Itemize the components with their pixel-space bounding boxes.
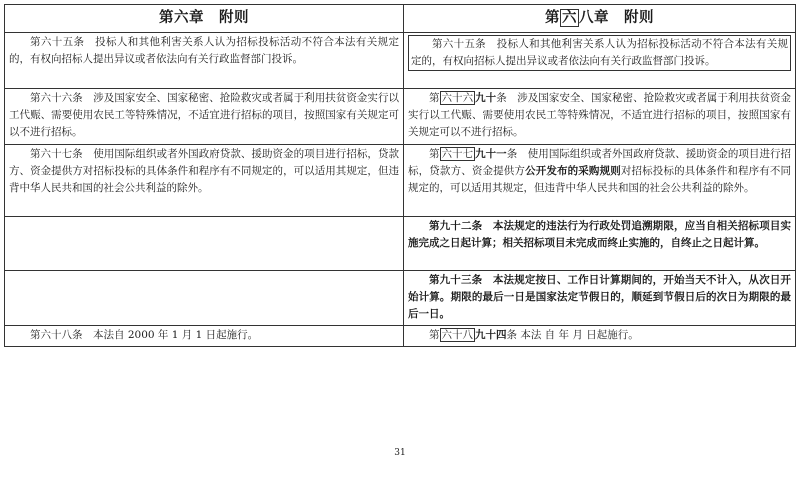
right-article-91-old-number: 六十七 [441,148,474,160]
right-article-94: 第 六十八 九十四条 本法 自 年 月 日起施行。 [404,326,796,347]
table-row [5,217,796,271]
right-heading-box: 六 [562,10,577,26]
right-article-92: 第九十二条 本法规定的违法行为行政处罚追溯期限，应当自相关招标项目实施完成之日起计算；相关招标项目未完成而终止实施的，自终止之日起计算。 [404,217,796,271]
right-article-90-old-number: 六十六 [441,92,474,104]
left-chapter-heading: 第六章 附则 [5,5,404,33]
table-row [5,145,796,217]
table-row [5,271,796,326]
right-article-91: 第 六十七 九十一条 使用国际组织或者外国政府贷款、援助资金的项目进行招标，贷款方、资金提供方公开发布的采购规则对招标投标的具体条件和程序有不同规定的，可以适用其规定，但违背中华人民共和国的社会公共利益的除外。 [404,145,796,217]
right-article-94-text: 条 本法 自 年 月 日起施行。 [506,329,639,341]
right-article-65 [404,33,796,89]
right-article-94-new-number: 九十四 [475,329,507,341]
left-empty-cell [5,271,404,326]
left-empty-cell [5,217,404,271]
right-article-94-old-number: 六十八 [441,329,473,341]
left-article-68: 第六十八条 本法自 2000 年 1 月 1 日起施行。 [5,326,404,347]
table-row [5,89,796,145]
right-article-93: 第九十三条 本法规定按日、工作日计算期间的，开始当天不计入，从次日开始计算。期限的最后一日是国家法定节假日的，顺延到节假日后的次日为期限的最后一日。 [404,271,796,326]
comparison-table [4,4,796,347]
right-article-91-text-b: 对招标投标的具体条件和程序有不同规定的，可以适用其规定，但违背中华人民共和国的社会公共利益的除外。 [408,165,792,194]
right-article-90: 第 六十六 九十条 涉及国家安全、国家秘密、抢险救灾或者属于利用扶贫资金实行以工代赈、需要使用农民工等特殊情况，不适宜进行招标的项目，按照国家有关规定可以不进行招标。 [404,89,796,145]
right-article-90-text: 条 涉及国家安全、国家秘密、抢险救灾或者属于利用扶贫资金实行以工代赈、需要使用农民工等特殊情况，不适宜进行招标的项目，按照国家有关规定可以不进行招标。 [408,92,792,138]
right-article-65-text: 第六十五条 投标人和其他利害关系人认为招标投标活动不符合本法有关规定的，有权向招标人提出异议或者依法向有关行政监督部门投诉。 [408,35,791,71]
page-number: 31 [394,448,406,458]
left-article-67: 第六十七条 使用国际组织或者外国政府贷款、援助资金的项目进行招标，贷款方、资金提供方对招标投标的具体条件和程序有不同规定的，可以适用其规定，但违背中华人民共和国的社会公共利益的除外。 [5,145,404,217]
right-heading-post: 八章 附则 [579,10,654,26]
table-row [5,326,796,347]
right-article-91-bold-insert: 公开发布的采购规则 [525,165,621,177]
left-article-66: 第六十六条 涉及国家安全、国家秘密、抢险救灾或者属于利用扶贫资金实行以工代赈、需要使用农民工等特殊情况，不适宜进行招标的项目，按照国家有关规定可以不进行招标。 [5,89,404,145]
right-chapter-heading [404,5,796,33]
header-row [5,5,796,33]
right-article-90-new-number: 九十 [475,92,497,104]
right-heading-pre: 第 [545,10,560,26]
right-article-91-new-number: 九十一 [475,148,507,160]
right-article-91-text-a: 条 使用国际组织或者外国政府贷款、援助资金的项目进行招标，贷款方、资金提供方 [408,148,792,177]
table-row [5,33,796,89]
left-article-65: 第六十五条 投标人和其他利害关系人认为招标投标活动不符合本法有关规定的，有权向招标人提出异议或者依法向有关行政监督部门投诉。 [5,33,404,89]
